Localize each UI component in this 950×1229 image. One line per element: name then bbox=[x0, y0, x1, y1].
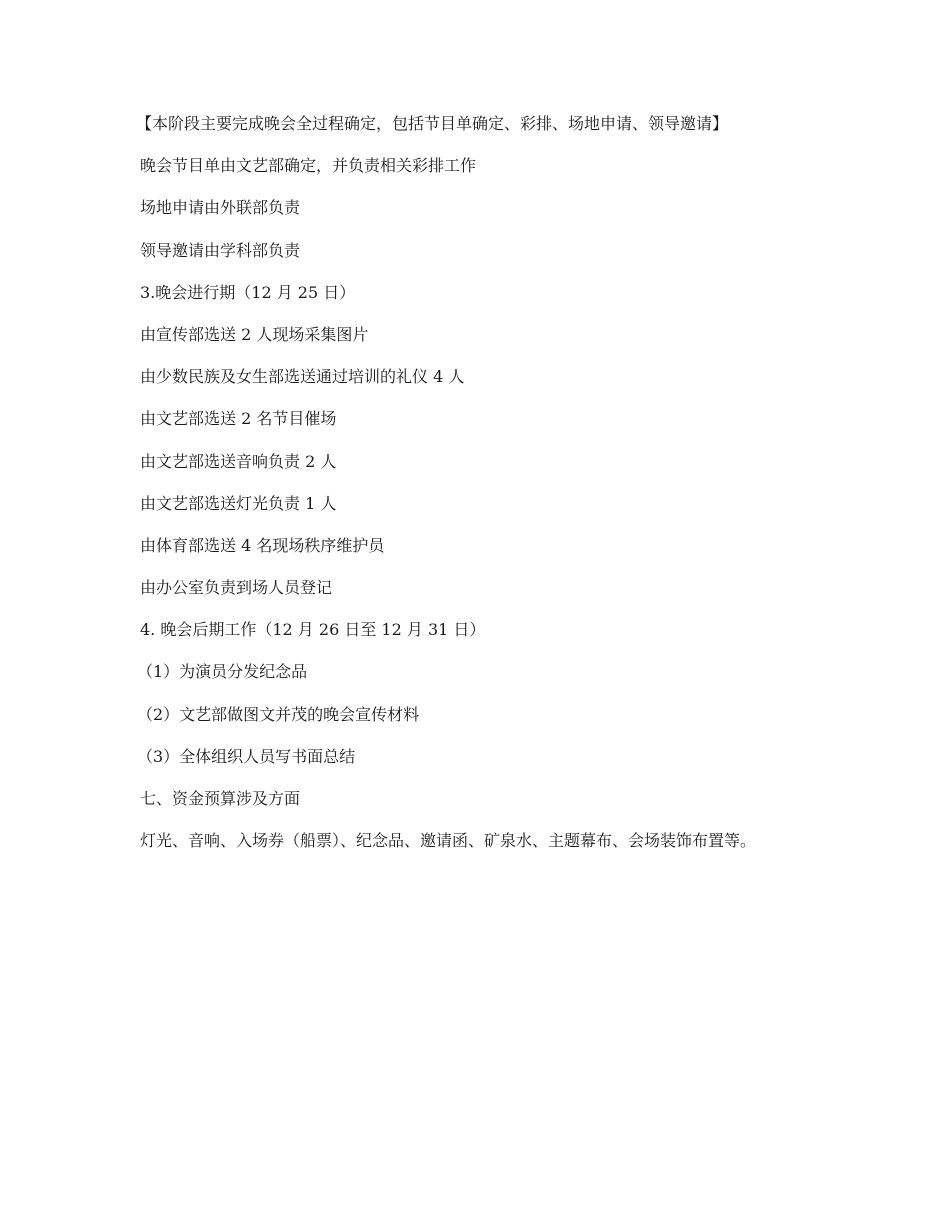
stage-summary-note: 【本阶段主要完成晚会全过程确定，包括节目单确定、彩排、场地申请、领导邀请】 bbox=[136, 114, 729, 133]
document-body bbox=[136, 112, 830, 871]
section-heading-budget: 七、资金预算涉及方面 bbox=[140, 789, 301, 808]
post-task-souvenirs: （1）为演员分发纪念品 bbox=[137, 662, 308, 682]
program-responsibility: 晚会节目单由文艺部确定，并负责相关彩排工作 bbox=[140, 156, 477, 176]
post-task-summary: （3）全体组织人员写书面总结 bbox=[137, 746, 356, 766]
event-task-registration: 由办公室负责到场人员登记 bbox=[140, 578, 333, 598]
section-heading-event-period: 3.晚会进行期（12 月 25 日） bbox=[140, 282, 356, 302]
event-task-sound: 由文艺部选送音响负责 2 人 bbox=[140, 451, 337, 471]
event-task-stage-call: 由文艺部选送 2 名节目催场 bbox=[140, 409, 337, 429]
venue-responsibility: 场地申请由外联部负责 bbox=[140, 198, 301, 218]
post-task-publicity: （2）文艺部做图文并茂的晚会宣传材料 bbox=[137, 704, 420, 724]
section-heading-post-event: 4. 晚会后期工作（12 月 26 日至 12 月 31 日） bbox=[140, 620, 486, 640]
budget-items: 灯光、音响、入场券（船票）、纪念品、邀请函、矿泉水、主题幕布、会场装饰布置等。 bbox=[140, 831, 757, 851]
invitation-responsibility: 领导邀请由学科部负责 bbox=[140, 240, 301, 260]
event-task-etiquette: 由少数民族及女生部选送通过培训的礼仪 4 人 bbox=[140, 367, 465, 387]
event-task-order: 由体育部选送 4 名现场秩序维护员 bbox=[140, 535, 385, 555]
event-task-lighting: 由文艺部选送灯光负责 1 人 bbox=[140, 493, 337, 513]
event-task-photography: 由宣传部选送 2 人现场采集图片 bbox=[140, 324, 369, 344]
